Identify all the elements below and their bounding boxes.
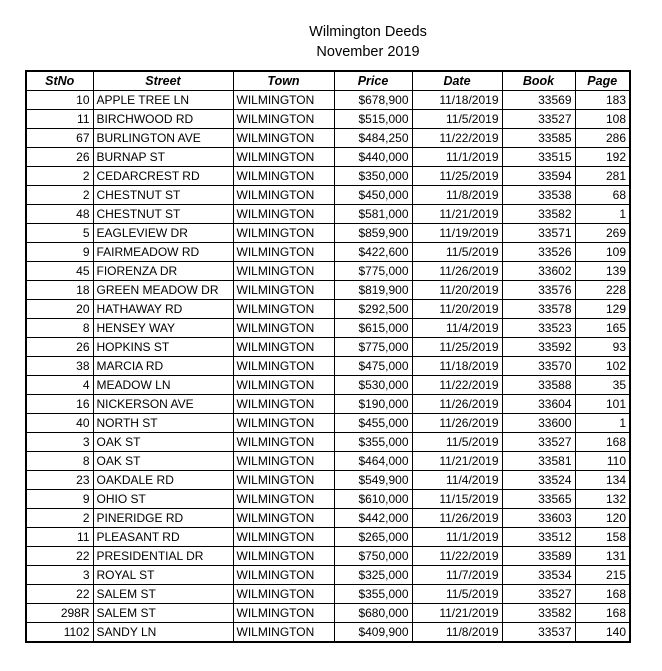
cell-price: $680,000 bbox=[334, 604, 412, 623]
table-row bbox=[26, 281, 630, 300]
cell-town: WILMINGTON bbox=[233, 186, 334, 205]
table-row bbox=[26, 376, 630, 395]
cell-street: BURLINGTON AVE bbox=[93, 129, 233, 148]
cell-stno: 48 bbox=[26, 205, 93, 224]
cell-street: SALEM ST bbox=[93, 604, 233, 623]
cell-page: 1 bbox=[575, 205, 630, 224]
cell-stno: 2 bbox=[26, 509, 93, 528]
cell-date: 11/1/2019 bbox=[412, 148, 502, 167]
cell-town: WILMINGTON bbox=[233, 604, 334, 623]
cell-date: 11/20/2019 bbox=[412, 281, 502, 300]
cell-price: $610,000 bbox=[334, 490, 412, 509]
cell-town: WILMINGTON bbox=[233, 528, 334, 547]
cell-date: 11/15/2019 bbox=[412, 490, 502, 509]
cell-book: 33582 bbox=[502, 604, 575, 623]
table-row bbox=[26, 509, 630, 528]
cell-book: 33523 bbox=[502, 319, 575, 338]
cell-book: 33524 bbox=[502, 471, 575, 490]
cell-town: WILMINGTON bbox=[233, 490, 334, 509]
cell-stno: 298R bbox=[26, 604, 93, 623]
cell-town: WILMINGTON bbox=[233, 262, 334, 281]
cell-town: WILMINGTON bbox=[233, 338, 334, 357]
cell-price: $450,000 bbox=[334, 186, 412, 205]
cell-page: 281 bbox=[575, 167, 630, 186]
cell-date: 11/21/2019 bbox=[412, 205, 502, 224]
table-row bbox=[26, 357, 630, 376]
cell-page: 108 bbox=[575, 110, 630, 129]
cell-town: WILMINGTON bbox=[233, 319, 334, 338]
cell-book: 33592 bbox=[502, 338, 575, 357]
cell-street: PRESIDENTIAL DR bbox=[93, 547, 233, 566]
cell-page: 134 bbox=[575, 471, 630, 490]
cell-price: $530,000 bbox=[334, 376, 412, 395]
cell-price: $265,000 bbox=[334, 528, 412, 547]
cell-date: 11/21/2019 bbox=[412, 452, 502, 471]
cell-price: $422,600 bbox=[334, 243, 412, 262]
table-row bbox=[26, 433, 630, 452]
cell-price: $409,900 bbox=[334, 623, 412, 643]
cell-street: CEDARCREST RD bbox=[93, 167, 233, 186]
cell-street: APPLE TREE LN bbox=[93, 91, 233, 110]
cell-street: HOPKINS ST bbox=[93, 338, 233, 357]
cell-stno: 3 bbox=[26, 433, 93, 452]
cell-page: 215 bbox=[575, 566, 630, 585]
table-row bbox=[26, 243, 630, 262]
cell-stno: 20 bbox=[26, 300, 93, 319]
cell-stno: 18 bbox=[26, 281, 93, 300]
cell-page: 286 bbox=[575, 129, 630, 148]
cell-date: 11/18/2019 bbox=[412, 91, 502, 110]
cell-stno: 38 bbox=[26, 357, 93, 376]
cell-price: $484,250 bbox=[334, 129, 412, 148]
cell-price: $325,000 bbox=[334, 566, 412, 585]
cell-stno: 22 bbox=[26, 585, 93, 604]
cell-price: $775,000 bbox=[334, 338, 412, 357]
cell-stno: 67 bbox=[26, 129, 93, 148]
cell-date: 11/5/2019 bbox=[412, 585, 502, 604]
cell-price: $581,000 bbox=[334, 205, 412, 224]
cell-page: 165 bbox=[575, 319, 630, 338]
table-row bbox=[26, 395, 630, 414]
cell-town: WILMINGTON bbox=[233, 566, 334, 585]
table-row bbox=[26, 452, 630, 471]
cell-stno: 8 bbox=[26, 452, 93, 471]
cell-date: 11/22/2019 bbox=[412, 129, 502, 148]
cell-date: 11/4/2019 bbox=[412, 319, 502, 338]
table-row bbox=[26, 167, 630, 186]
cell-page: 192 bbox=[575, 148, 630, 167]
cell-stno: 26 bbox=[26, 338, 93, 357]
cell-town: WILMINGTON bbox=[233, 129, 334, 148]
column-header-stno: StNo bbox=[26, 71, 93, 91]
cell-date: 11/5/2019 bbox=[412, 110, 502, 129]
cell-book: 33582 bbox=[502, 205, 575, 224]
column-header-page: Page bbox=[575, 71, 630, 91]
cell-stno: 40 bbox=[26, 414, 93, 433]
cell-book: 33578 bbox=[502, 300, 575, 319]
cell-price: $190,000 bbox=[334, 395, 412, 414]
cell-book: 33603 bbox=[502, 509, 575, 528]
cell-town: WILMINGTON bbox=[233, 547, 334, 566]
cell-street: MEADOW LN bbox=[93, 376, 233, 395]
cell-page: 131 bbox=[575, 547, 630, 566]
cell-street: CHESTNUT ST bbox=[93, 186, 233, 205]
document-subtitle: November 2019 bbox=[316, 43, 420, 60]
cell-town: WILMINGTON bbox=[233, 585, 334, 604]
table-row bbox=[26, 547, 630, 566]
cell-price: $859,900 bbox=[334, 224, 412, 243]
cell-page: 132 bbox=[575, 490, 630, 509]
cell-price: $464,000 bbox=[334, 452, 412, 471]
cell-price: $440,000 bbox=[334, 148, 412, 167]
cell-page: 35 bbox=[575, 376, 630, 395]
table-row bbox=[26, 528, 630, 547]
cell-page: 168 bbox=[575, 604, 630, 623]
cell-stno: 1102 bbox=[26, 623, 93, 643]
cell-street: PLEASANT RD bbox=[93, 528, 233, 547]
cell-book: 33576 bbox=[502, 281, 575, 300]
cell-date: 11/19/2019 bbox=[412, 224, 502, 243]
cell-book: 33538 bbox=[502, 186, 575, 205]
cell-street: OAK ST bbox=[93, 452, 233, 471]
cell-stno: 9 bbox=[26, 243, 93, 262]
cell-street: SALEM ST bbox=[93, 585, 233, 604]
cell-town: WILMINGTON bbox=[233, 148, 334, 167]
cell-stno: 5 bbox=[26, 224, 93, 243]
table-row bbox=[26, 129, 630, 148]
cell-book: 33600 bbox=[502, 414, 575, 433]
cell-page: 183 bbox=[575, 91, 630, 110]
cell-book: 33537 bbox=[502, 623, 575, 643]
cell-price: $750,000 bbox=[334, 547, 412, 566]
cell-date: 11/26/2019 bbox=[412, 395, 502, 414]
cell-date: 11/1/2019 bbox=[412, 528, 502, 547]
cell-street: SANDY LN bbox=[93, 623, 233, 643]
table-row bbox=[26, 623, 630, 643]
cell-book: 33602 bbox=[502, 262, 575, 281]
cell-stno: 9 bbox=[26, 490, 93, 509]
cell-page: 93 bbox=[575, 338, 630, 357]
cell-page: 129 bbox=[575, 300, 630, 319]
cell-book: 33604 bbox=[502, 395, 575, 414]
cell-date: 11/25/2019 bbox=[412, 338, 502, 357]
cell-price: $350,000 bbox=[334, 167, 412, 186]
cell-date: 11/21/2019 bbox=[412, 604, 502, 623]
cell-town: WILMINGTON bbox=[233, 395, 334, 414]
cell-town: WILMINGTON bbox=[233, 281, 334, 300]
cell-book: 33588 bbox=[502, 376, 575, 395]
cell-date: 11/25/2019 bbox=[412, 167, 502, 186]
cell-town: WILMINGTON bbox=[233, 243, 334, 262]
cell-town: WILMINGTON bbox=[233, 167, 334, 186]
table-row bbox=[26, 471, 630, 490]
cell-town: WILMINGTON bbox=[233, 91, 334, 110]
cell-stno: 10 bbox=[26, 91, 93, 110]
cell-date: 11/18/2019 bbox=[412, 357, 502, 376]
cell-date: 11/7/2019 bbox=[412, 566, 502, 585]
cell-town: WILMINGTON bbox=[233, 623, 334, 643]
cell-book: 33571 bbox=[502, 224, 575, 243]
cell-town: WILMINGTON bbox=[233, 376, 334, 395]
cell-page: 140 bbox=[575, 623, 630, 643]
table-body bbox=[26, 91, 630, 643]
cell-stno: 3 bbox=[26, 566, 93, 585]
column-header-street: Street bbox=[93, 71, 233, 91]
cell-page: 102 bbox=[575, 357, 630, 376]
cell-street: EAGLEVIEW DR bbox=[93, 224, 233, 243]
cell-street: HATHAWAY RD bbox=[93, 300, 233, 319]
cell-book: 33589 bbox=[502, 547, 575, 566]
table-row bbox=[26, 338, 630, 357]
column-header-town: Town bbox=[233, 71, 334, 91]
cell-page: 158 bbox=[575, 528, 630, 547]
cell-street: OHIO ST bbox=[93, 490, 233, 509]
cell-book: 33565 bbox=[502, 490, 575, 509]
cell-town: WILMINGTON bbox=[233, 205, 334, 224]
cell-price: $442,000 bbox=[334, 509, 412, 528]
cell-street: FIORENZA DR bbox=[93, 262, 233, 281]
cell-street: NORTH ST bbox=[93, 414, 233, 433]
cell-page: 109 bbox=[575, 243, 630, 262]
table-row bbox=[26, 224, 630, 243]
cell-date: 11/5/2019 bbox=[412, 243, 502, 262]
column-header-price: Price bbox=[334, 71, 412, 91]
cell-street: CHESTNUT ST bbox=[93, 205, 233, 224]
cell-town: WILMINGTON bbox=[233, 300, 334, 319]
cell-street: ROYAL ST bbox=[93, 566, 233, 585]
cell-date: 11/26/2019 bbox=[412, 262, 502, 281]
cell-stno: 2 bbox=[26, 167, 93, 186]
column-header-date: Date bbox=[412, 71, 502, 91]
cell-date: 11/22/2019 bbox=[412, 376, 502, 395]
cell-date: 11/20/2019 bbox=[412, 300, 502, 319]
table-header bbox=[26, 71, 630, 91]
table-row bbox=[26, 205, 630, 224]
table-row bbox=[26, 490, 630, 509]
cell-town: WILMINGTON bbox=[233, 471, 334, 490]
cell-town: WILMINGTON bbox=[233, 224, 334, 243]
cell-stno: 8 bbox=[26, 319, 93, 338]
cell-town: WILMINGTON bbox=[233, 414, 334, 433]
deeds-table bbox=[25, 70, 631, 643]
cell-book: 33527 bbox=[502, 433, 575, 452]
cell-price: $475,000 bbox=[334, 357, 412, 376]
cell-book: 33570 bbox=[502, 357, 575, 376]
cell-book: 33526 bbox=[502, 243, 575, 262]
cell-date: 11/8/2019 bbox=[412, 623, 502, 643]
cell-date: 11/22/2019 bbox=[412, 547, 502, 566]
cell-page: 68 bbox=[575, 186, 630, 205]
cell-page: 110 bbox=[575, 452, 630, 471]
cell-street: HENSEY WAY bbox=[93, 319, 233, 338]
table-row bbox=[26, 262, 630, 281]
cell-street: FAIRMEADOW RD bbox=[93, 243, 233, 262]
cell-date: 11/26/2019 bbox=[412, 509, 502, 528]
cell-price: $775,000 bbox=[334, 262, 412, 281]
cell-price: $355,000 bbox=[334, 433, 412, 452]
cell-stno: 45 bbox=[26, 262, 93, 281]
cell-street: GREEN MEADOW DR bbox=[93, 281, 233, 300]
cell-stno: 26 bbox=[26, 148, 93, 167]
cell-book: 33527 bbox=[502, 585, 575, 604]
table-row bbox=[26, 110, 630, 129]
cell-stno: 16 bbox=[26, 395, 93, 414]
cell-stno: 4 bbox=[26, 376, 93, 395]
cell-book: 33515 bbox=[502, 148, 575, 167]
cell-price: $355,000 bbox=[334, 585, 412, 604]
cell-page: 139 bbox=[575, 262, 630, 281]
cell-book: 33581 bbox=[502, 452, 575, 471]
cell-date: 11/4/2019 bbox=[412, 471, 502, 490]
cell-book: 33527 bbox=[502, 110, 575, 129]
cell-town: WILMINGTON bbox=[233, 357, 334, 376]
cell-price: $549,900 bbox=[334, 471, 412, 490]
cell-stno: 11 bbox=[26, 110, 93, 129]
cell-page: 168 bbox=[575, 585, 630, 604]
cell-date: 11/5/2019 bbox=[412, 433, 502, 452]
cell-price: $515,000 bbox=[334, 110, 412, 129]
cell-street: OAKDALE RD bbox=[93, 471, 233, 490]
cell-page: 101 bbox=[575, 395, 630, 414]
table-row bbox=[26, 300, 630, 319]
cell-page: 228 bbox=[575, 281, 630, 300]
cell-price: $678,900 bbox=[334, 91, 412, 110]
cell-town: WILMINGTON bbox=[233, 509, 334, 528]
cell-street: PINERIDGE RD bbox=[93, 509, 233, 528]
header-row bbox=[26, 71, 630, 91]
cell-street: BIRCHWOOD RD bbox=[93, 110, 233, 129]
column-header-book: Book bbox=[502, 71, 575, 91]
table-row bbox=[26, 585, 630, 604]
cell-page: 120 bbox=[575, 509, 630, 528]
deeds-table-container bbox=[25, 70, 631, 643]
cell-stno: 23 bbox=[26, 471, 93, 490]
cell-stno: 11 bbox=[26, 528, 93, 547]
cell-street: MARCIA RD bbox=[93, 357, 233, 376]
table-row bbox=[26, 566, 630, 585]
table-row bbox=[26, 186, 630, 205]
cell-town: WILMINGTON bbox=[233, 452, 334, 471]
cell-page: 269 bbox=[575, 224, 630, 243]
cell-price: $615,000 bbox=[334, 319, 412, 338]
cell-stno: 2 bbox=[26, 186, 93, 205]
cell-town: WILMINGTON bbox=[233, 433, 334, 452]
cell-date: 11/26/2019 bbox=[412, 414, 502, 433]
cell-price: $292,500 bbox=[334, 300, 412, 319]
table-row bbox=[26, 604, 630, 623]
cell-book: 33512 bbox=[502, 528, 575, 547]
cell-street: NICKERSON AVE bbox=[93, 395, 233, 414]
cell-street: BURNAP ST bbox=[93, 148, 233, 167]
cell-book: 33534 bbox=[502, 566, 575, 585]
cell-book: 33594 bbox=[502, 167, 575, 186]
cell-book: 33585 bbox=[502, 129, 575, 148]
cell-town: WILMINGTON bbox=[233, 110, 334, 129]
cell-stno: 22 bbox=[26, 547, 93, 566]
cell-street: OAK ST bbox=[93, 433, 233, 452]
cell-price: $819,900 bbox=[334, 281, 412, 300]
table-row bbox=[26, 148, 630, 167]
cell-book: 33569 bbox=[502, 91, 575, 110]
cell-price: $455,000 bbox=[334, 414, 412, 433]
cell-page: 168 bbox=[575, 433, 630, 452]
document-title: Wilmington Deeds bbox=[309, 24, 427, 40]
table-row bbox=[26, 414, 630, 433]
table-row bbox=[26, 91, 630, 110]
cell-page: 1 bbox=[575, 414, 630, 433]
cell-date: 11/8/2019 bbox=[412, 186, 502, 205]
document-title-block bbox=[37, 23, 662, 62]
table-row bbox=[26, 319, 630, 338]
